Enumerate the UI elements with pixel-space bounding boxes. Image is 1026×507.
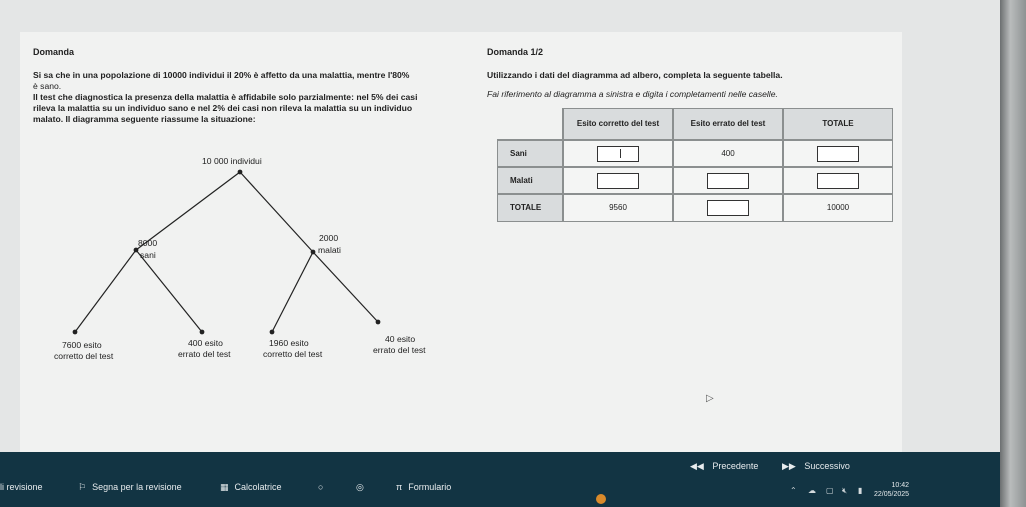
- cell-totale-errato: [673, 194, 783, 222]
- pi-icon: π: [396, 482, 403, 492]
- text-caret: [620, 149, 621, 158]
- cell-totale-totale: 10000: [783, 194, 893, 222]
- tree-leaf2-line2: errato del test: [178, 349, 231, 359]
- question-paragraph-1-line-1: Si sa che in una popolazione di 10000 individui il 20% è affetto da una malattia, mentre l'80%: [33, 70, 410, 80]
- tree-leaf4-line1: 40 esito: [385, 334, 416, 344]
- header-esito-errato: Esito errato del test: [673, 108, 783, 140]
- flag-for-review-button[interactable]: [78, 482, 182, 493]
- cell-sani-totale: [783, 140, 893, 167]
- tree-leaf1-line2: corretto del test: [54, 351, 114, 361]
- next-button[interactable]: [782, 461, 850, 472]
- tree-leaf4-line2: errato del test: [373, 345, 426, 355]
- tree-sani-value: 8000: [138, 238, 158, 248]
- previous-label: Precedente: [712, 461, 759, 471]
- tree-leaf1-line1: 7600 esito: [62, 340, 102, 350]
- target-icon[interactable]: ◎: [356, 482, 364, 492]
- flag-icon: ⚐: [78, 482, 87, 492]
- input-malati-totale[interactable]: [817, 173, 859, 189]
- header-esito-corretto: Esito corretto del test: [563, 108, 673, 140]
- bottom-toolbar: [0, 452, 1000, 507]
- completion-table: [497, 108, 893, 222]
- chevron-up-icon[interactable]: ⌃: [790, 486, 797, 495]
- input-sani-totale[interactable]: [817, 146, 859, 162]
- flag-label: Segna per la revisione: [92, 482, 182, 492]
- speaker-muted-icon[interactable]: 🔇︎: [842, 486, 848, 495]
- tree-malati-label: malati: [318, 245, 341, 255]
- tree-leaf2-line1: 400 esito: [188, 338, 223, 348]
- double-chevron-left-icon: ◀◀: [690, 461, 704, 471]
- taskbar-clock[interactable]: [874, 481, 909, 499]
- tree-sani-label: sani: [140, 250, 156, 260]
- monitor-bezel: [1000, 0, 1026, 507]
- cell-malati-corretto: [563, 167, 673, 194]
- cell-sani-errato: 400: [673, 140, 783, 167]
- question-paragraph-2-line-3: malato. Il diagramma seguente riassume la situazione:: [33, 114, 256, 124]
- input-malati-errato[interactable]: [707, 173, 749, 189]
- calculator-label: Calcolatrice: [234, 482, 282, 492]
- tree-diagram: [40, 150, 480, 370]
- cell-sani-corretto: [563, 140, 673, 167]
- instruction-main: Utilizzando i dati del diagramma ad albero, completa la seguente tabella.: [487, 70, 783, 80]
- cell-totale-corretto: 9560: [563, 194, 673, 222]
- next-label: Successivo: [804, 461, 850, 471]
- row-label-sani: Sani: [497, 140, 563, 167]
- display-icon[interactable]: ▢: [826, 486, 834, 495]
- cell-malati-errato: [673, 167, 783, 194]
- clock-time: 10:42: [891, 482, 910, 489]
- taskbar-app-icon[interactable]: [596, 494, 606, 504]
- question-text: [33, 70, 473, 125]
- revision-button[interactable]: li revisione: [0, 482, 43, 492]
- double-chevron-right-icon: ▶▶: [782, 461, 796, 471]
- cloud-icon[interactable]: ☁: [808, 486, 816, 495]
- question-title: Domanda: [33, 47, 75, 57]
- row-label-malati: Malati: [497, 167, 563, 194]
- tree-malati-value: 2000: [319, 233, 339, 243]
- tree-leaf3-line2: corretto del test: [263, 349, 323, 359]
- question-counter: Domanda 1/2: [487, 47, 544, 57]
- header-totale: TOTALE: [783, 108, 893, 140]
- tree-leaf3-line1: 1960 esito: [269, 338, 309, 348]
- clock-date: 22/05/2025: [874, 491, 910, 498]
- tree-root-label: 10 000 individui: [202, 156, 262, 166]
- calculator-button[interactable]: [220, 482, 282, 493]
- clock-icon[interactable]: ○: [318, 482, 324, 492]
- instruction-hint: Fai riferimento al diagramma a sinistra e digita i completamenti nelle caselle.: [487, 89, 778, 99]
- formulario-label: Formulario: [408, 482, 452, 492]
- question-paragraph-2-line-2: rileva la malattia su un individuo sano e nel 2% dei casi non rileva la malattia su un individuo: [33, 103, 413, 113]
- mouse-pointer-icon: ▷: [706, 393, 714, 404]
- row-label-totale: TOTALE: [497, 194, 563, 222]
- cell-malati-totale: [783, 167, 893, 194]
- battery-icon[interactable]: ▮: [858, 486, 863, 495]
- calculator-icon: ▦: [220, 482, 229, 492]
- input-malati-corretto[interactable]: [597, 173, 639, 189]
- input-totale-errato[interactable]: [707, 200, 749, 216]
- formulario-button[interactable]: [396, 482, 451, 492]
- previous-button[interactable]: [690, 461, 758, 472]
- question-paragraph-2-line-1: Il test che diagnostica la presenza della malattia è affidabile solo parzialmente: nel 5% dei casi: [33, 92, 418, 102]
- question-paragraph-1-line-2: è sano.: [33, 81, 62, 91]
- input-sani-corretto[interactable]: [597, 146, 639, 162]
- table-corner: [497, 108, 563, 140]
